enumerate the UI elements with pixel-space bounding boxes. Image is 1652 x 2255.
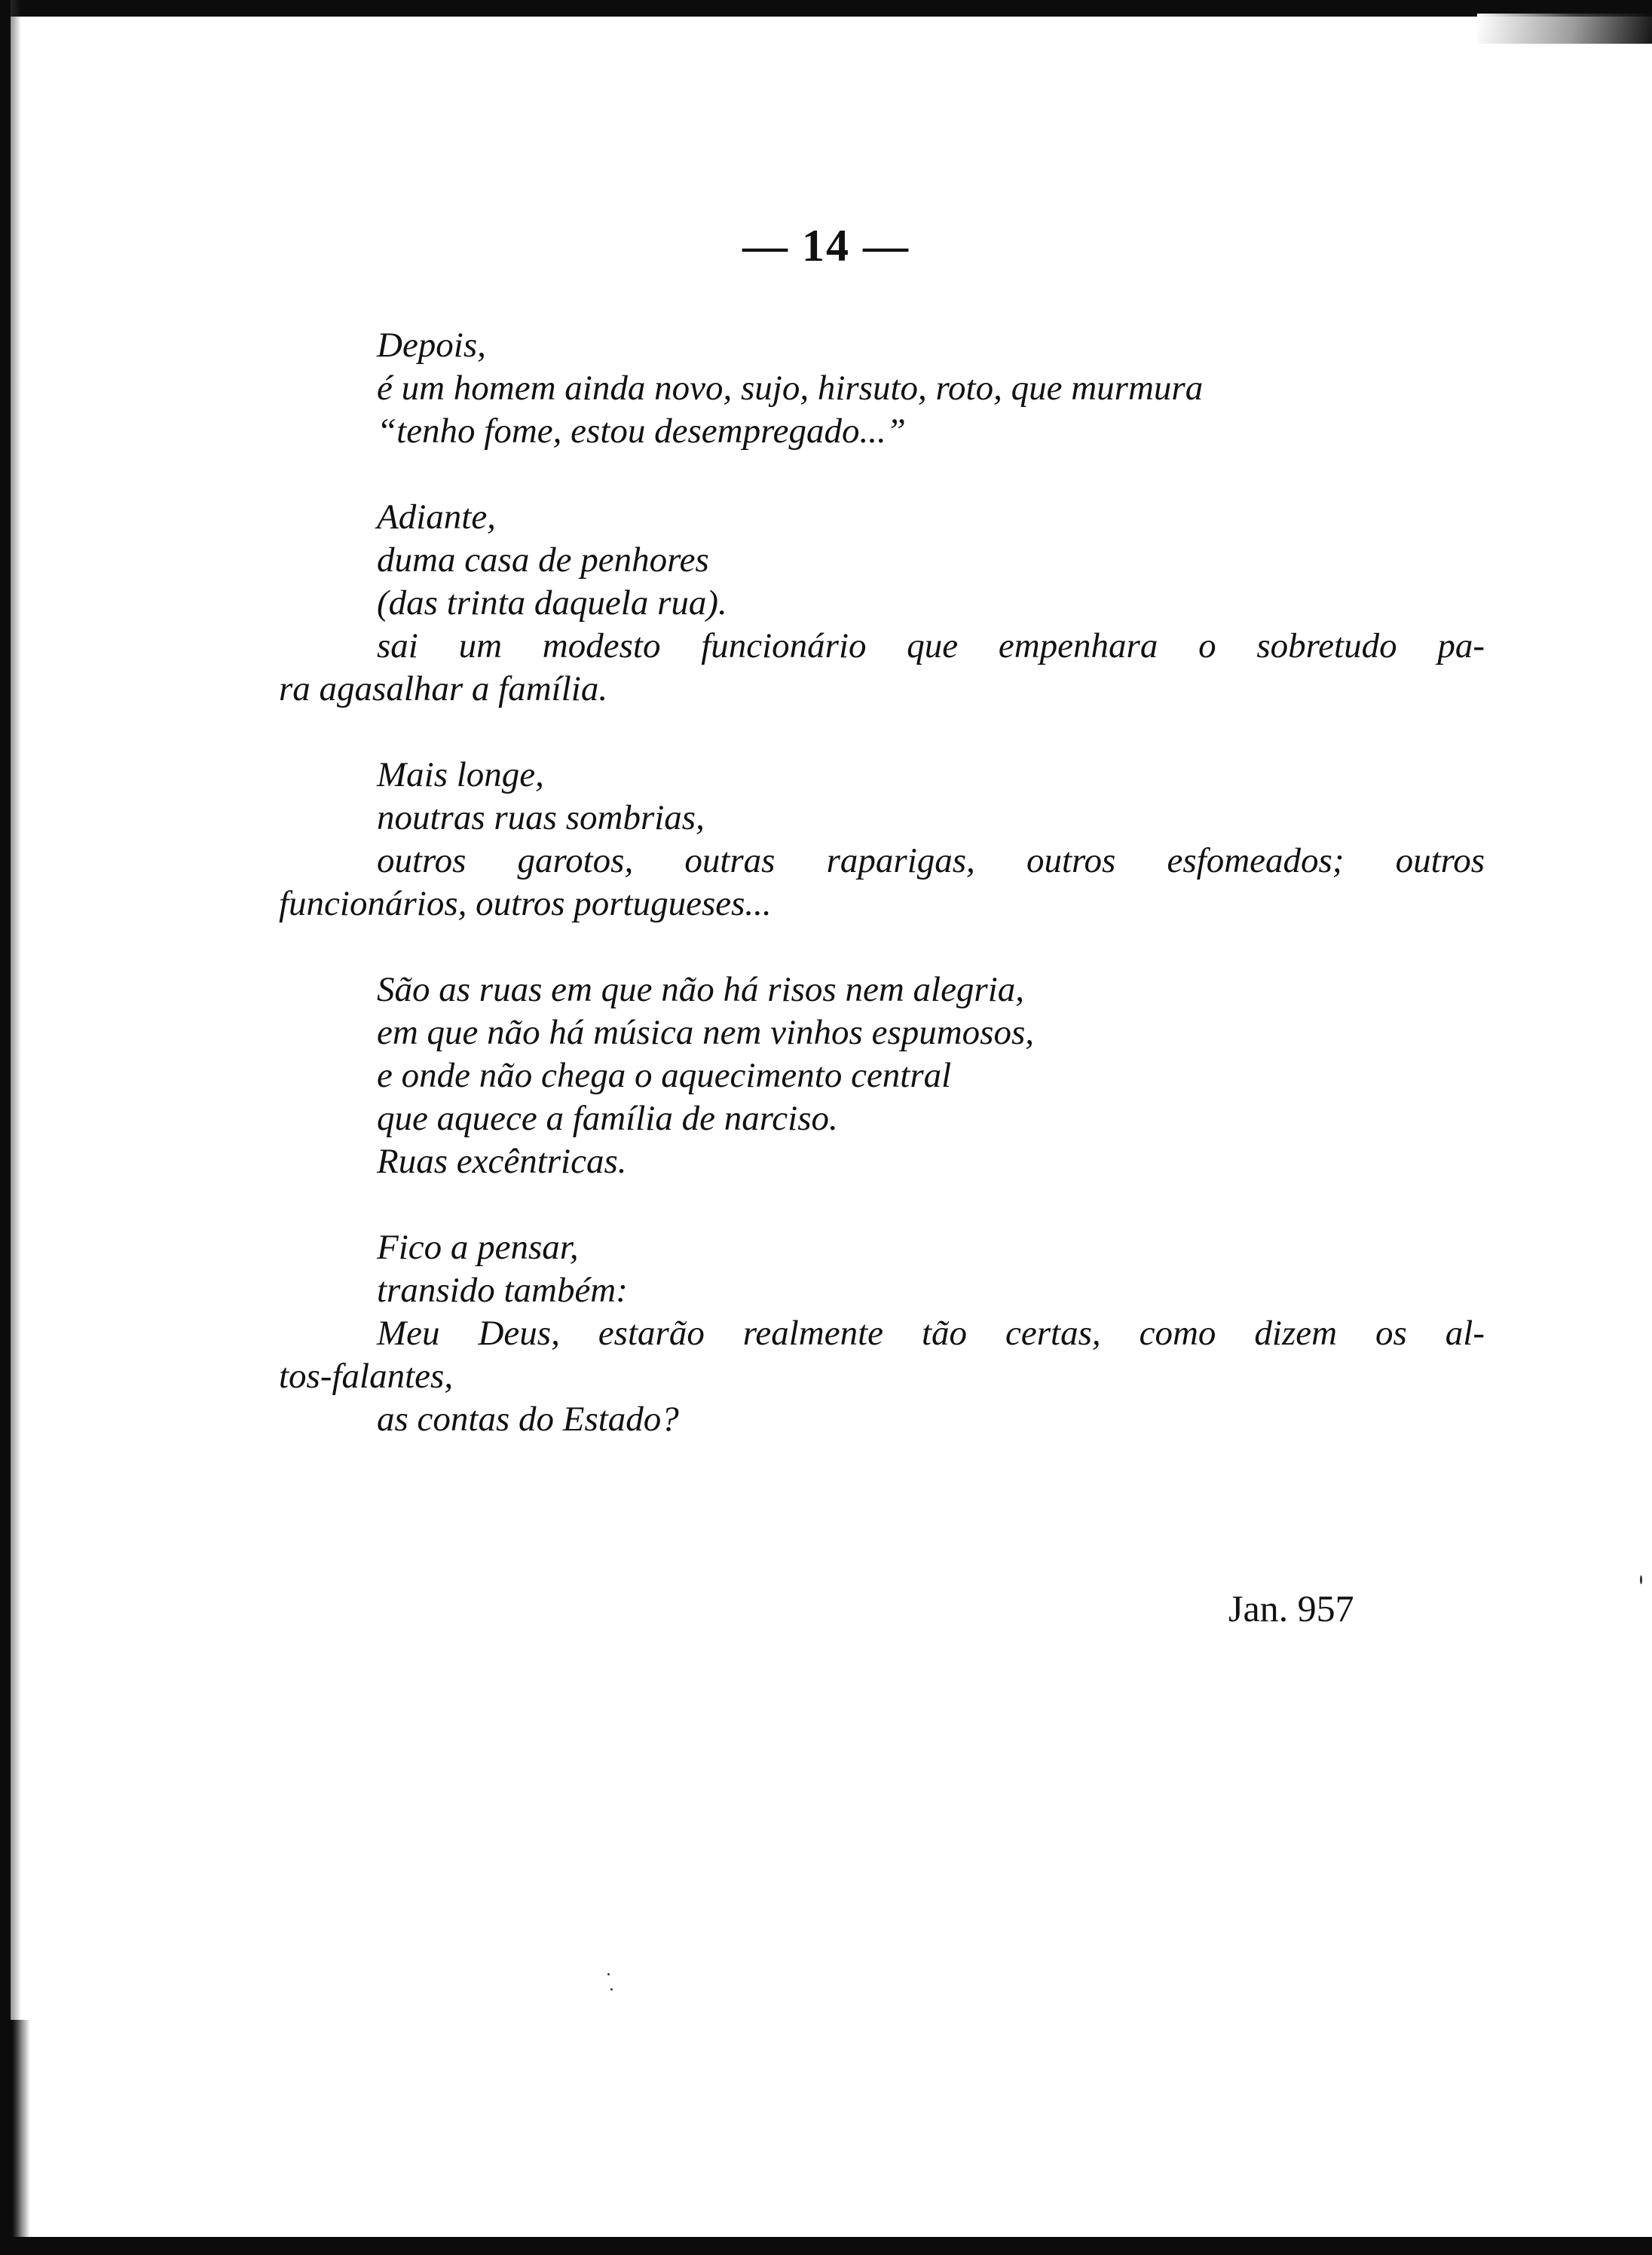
scan-edge-left-shade xyxy=(11,0,21,2255)
poem-line: sai um modesto funcionário que empenhara o sobretudo pa- xyxy=(377,626,1485,665)
scan-edge-bottom xyxy=(0,2237,1652,2255)
page-number: — 14 — xyxy=(742,221,910,271)
scan-edge-left xyxy=(0,0,11,2255)
poem-line-runover: tos-falantes, xyxy=(279,1357,454,1396)
scan-edge-bottom-left xyxy=(0,2020,30,2238)
poem-line: transido também: xyxy=(377,1271,628,1310)
stanza-4 xyxy=(279,968,1485,1183)
poem-line: que aquece a família de narciso. xyxy=(377,1099,838,1138)
poem-line: as contas do Estado? xyxy=(377,1400,679,1439)
poem-body xyxy=(279,324,1485,1484)
poem-line: Adiante, xyxy=(377,497,496,537)
poem-line: “tenho fome, estou desempregado...” xyxy=(377,412,906,451)
poem-line: é um homem ainda novo, sujo, hirsuto, roto, que murmura xyxy=(377,369,1204,408)
poem-line: Depois, xyxy=(377,326,486,365)
poem-line-runover: funcionários, outros portugueses... xyxy=(279,884,772,923)
scan-speck xyxy=(1640,1575,1642,1584)
poem-line: duma casa de penhores xyxy=(377,540,709,580)
stanza-1 xyxy=(279,324,1485,453)
poem-line: noutras ruas sombrias, xyxy=(377,798,705,837)
poem-line: outros garotos, outras raparigas, outros esfomeados; outros xyxy=(377,841,1485,880)
poem-line: Meu Deus, estarão realmente tão certas, como dizem os al- xyxy=(377,1314,1485,1353)
poem-line: Fico a pensar, xyxy=(377,1228,579,1267)
poem-date: Jan. 957 xyxy=(1228,1587,1354,1629)
stanza-5 xyxy=(279,1226,1485,1441)
poem-line-runover: ra agasalhar a família. xyxy=(279,669,608,708)
scan-edge-top xyxy=(0,0,1652,17)
poem-line: Mais longe, xyxy=(377,755,544,794)
poem-line: e onde não chega o aquecimento central xyxy=(377,1056,952,1095)
poem-line: São as ruas em que não há risos nem alegria, xyxy=(377,970,1025,1009)
poem-line: (das trinta daquela rua). xyxy=(377,583,727,623)
stanza-3 xyxy=(279,754,1485,926)
scan-speck xyxy=(610,1988,613,1990)
scan-edge-top-fade xyxy=(1477,14,1652,44)
poem-line: Ruas excêntricas. xyxy=(377,1142,627,1181)
poem-line: em que não há música nem vinhos espumosos, xyxy=(377,1013,1035,1052)
stanza-2 xyxy=(279,496,1485,711)
scan-speck xyxy=(607,1973,610,1975)
